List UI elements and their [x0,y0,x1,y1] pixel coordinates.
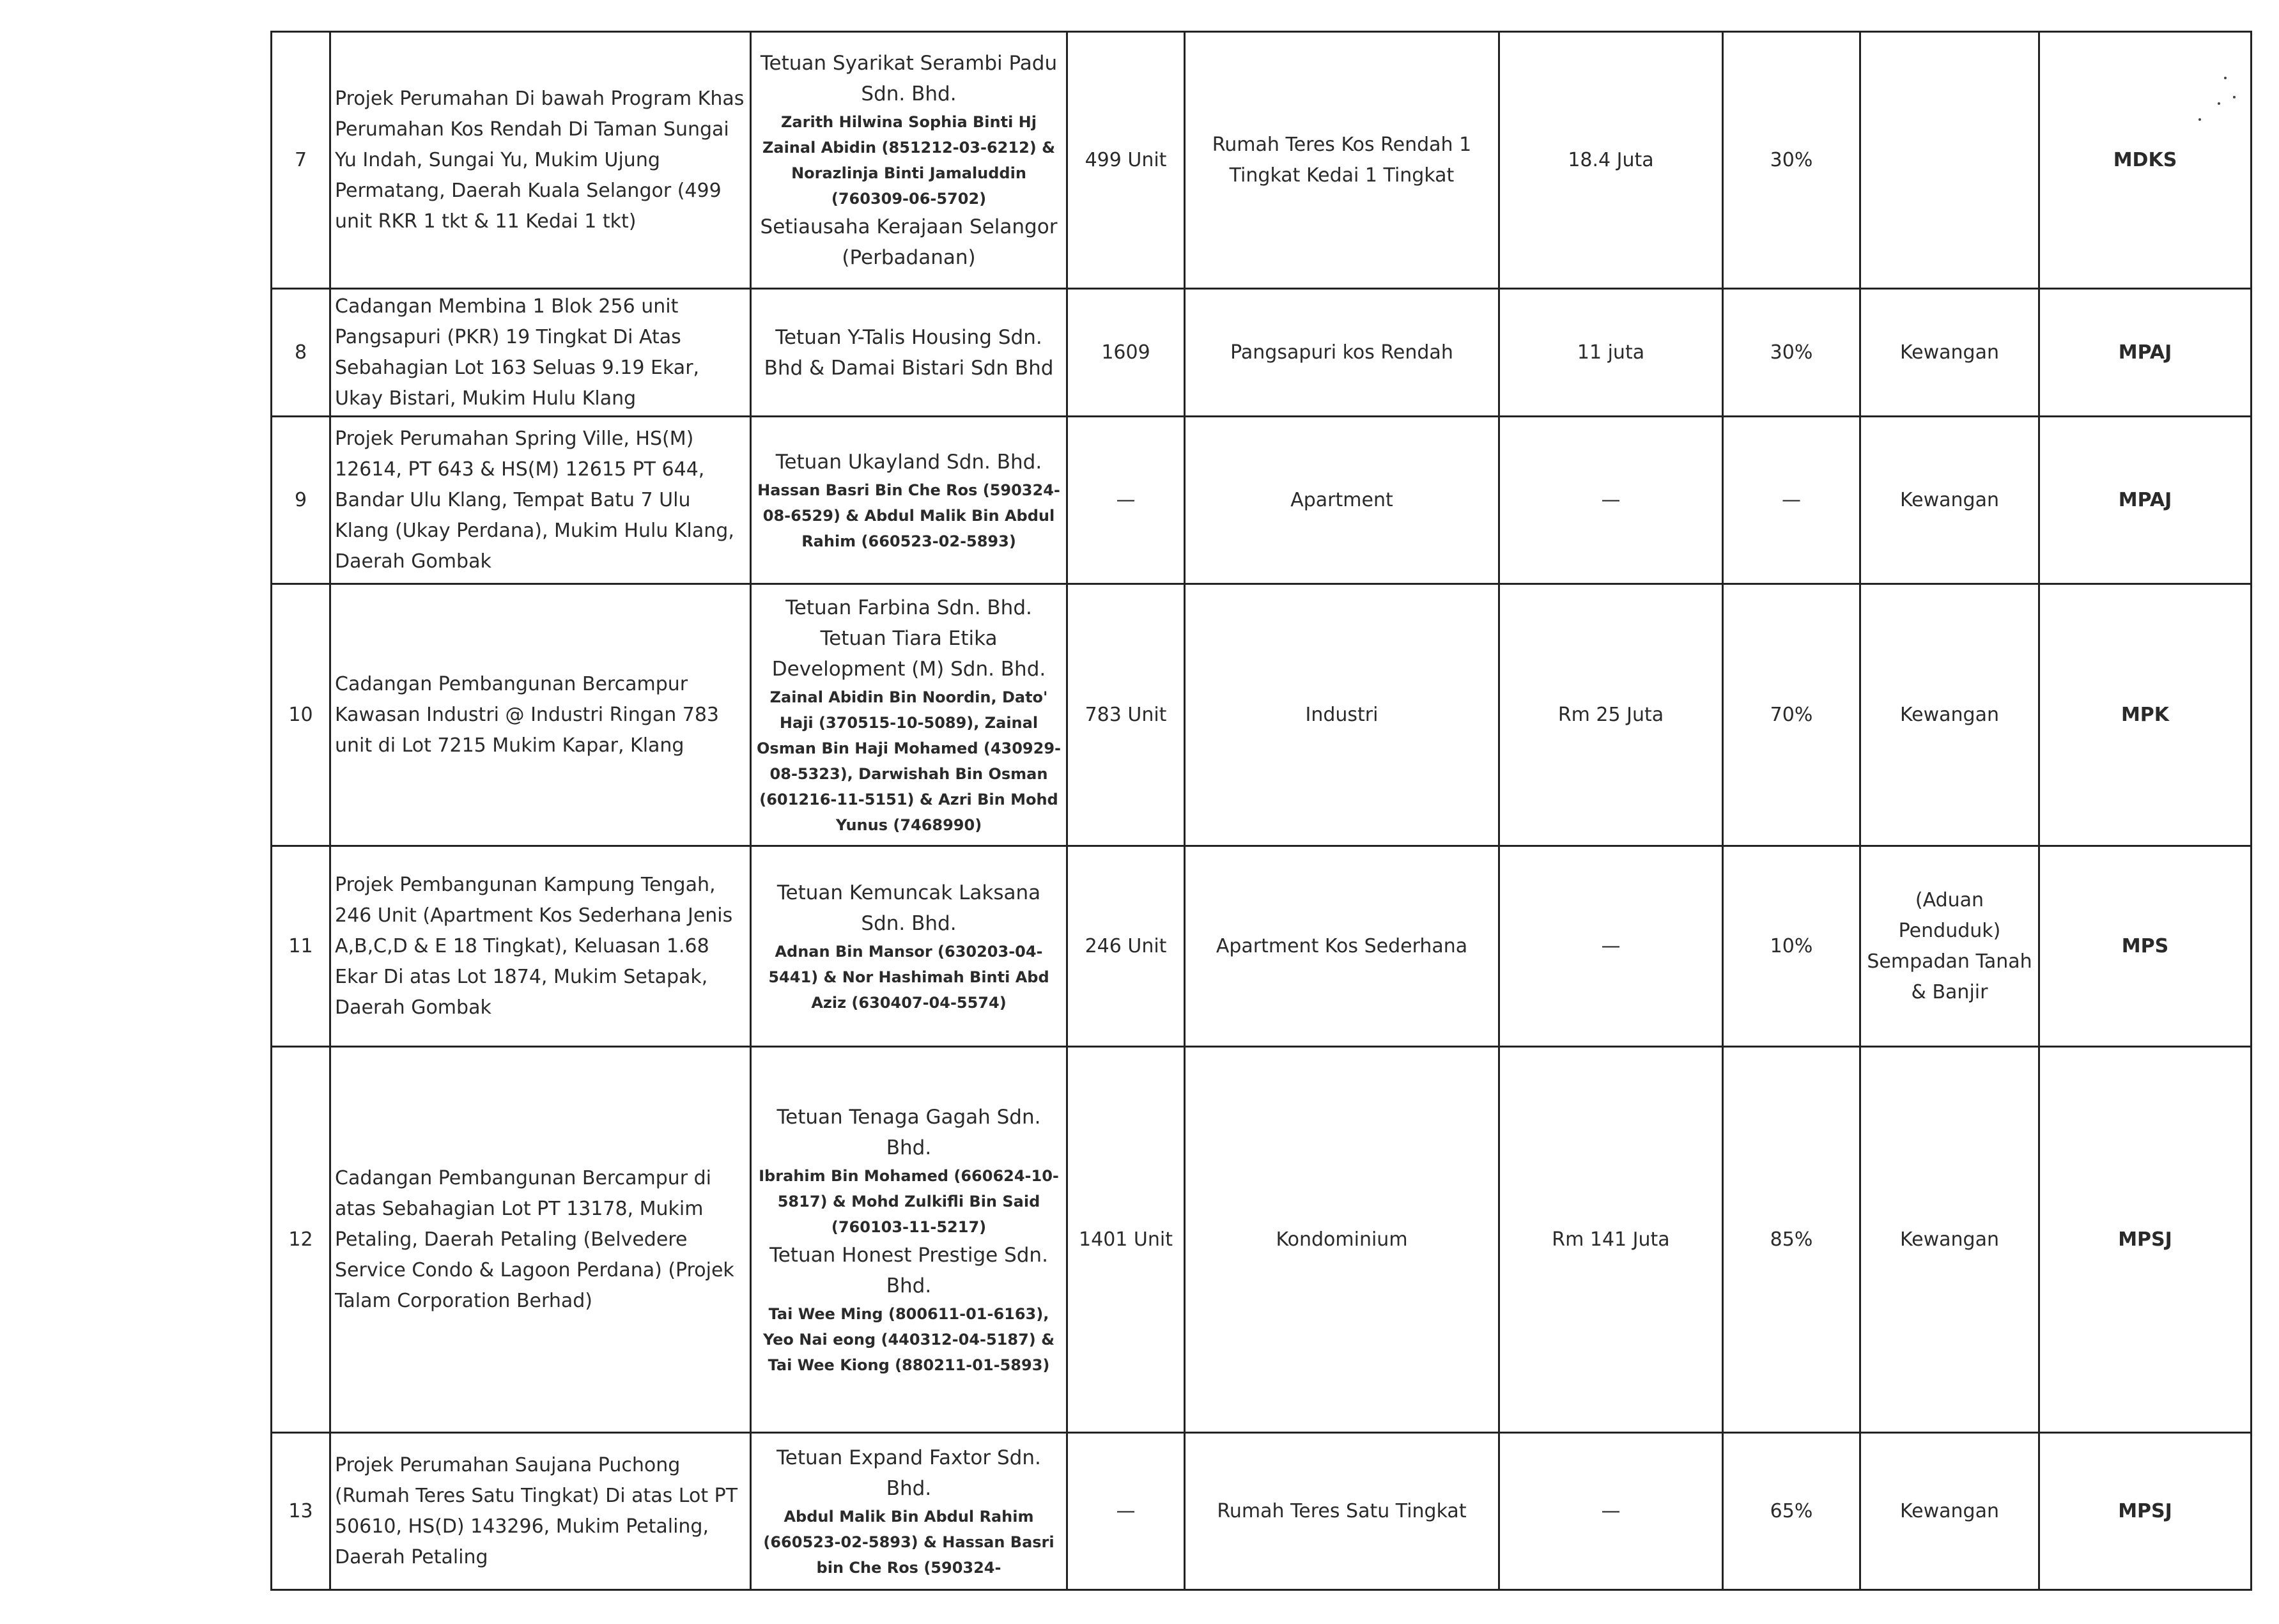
project-value: Rm 25 Juta [1499,584,1723,846]
developer-directors: Abdul Malik Bin Abdul Rahim (660523-02-5893) & Hassan Basri bin Che Ros (590324- [763,1507,1055,1577]
progress-percent: 30% [1723,289,1860,417]
developer-company: Tetuan Tenaga Gagah Sdn. Bhd. [776,1105,1041,1159]
developer-company: Tetuan Y-Talis Housing Sdn. Bhd & Damai Bistari Sdn Bhd [764,325,1054,380]
development-type: Kondominium [1185,1047,1499,1433]
development-type: Apartment [1185,417,1499,584]
unit-count: 1401 Unit [1067,1047,1185,1433]
developer-cell [751,1047,1067,1433]
issue-text: Kewangan [1860,289,2039,417]
project-value: — [1499,417,1723,584]
row-number: 8 [272,289,330,417]
unit-count: 783 Unit [1067,584,1185,846]
authority-code: MDKS [2039,32,2252,289]
progress-percent: 85% [1723,1047,1860,1433]
issue-text: Kewangan [1860,584,2039,846]
project-description: Cadangan Membina 1 Blok 256 unit Pangsapuri (PKR) 19 Tingkat Di Atas Sebahagian Lot 163 Seluas 9.19 Ekar, Ukay Bistari, Mukim Hulu Klang [330,289,751,417]
project-value: 11 juta [1499,289,1723,417]
progress-percent: 30% [1723,32,1860,289]
row-number: 9 [272,417,330,584]
scan-speck [2218,102,2220,105]
issue-text: Kewangan [1860,417,2039,584]
developer-company-2: Tetuan Honest Prestige Sdn. Bhd. [769,1243,1048,1297]
unit-count: 499 Unit [1067,32,1185,289]
authority-code: MPSJ [2039,1047,2252,1433]
project-description: Cadangan Pembangunan Bercampur Kawasan Industri @ Industri Ringan 783 unit di Lot 7215 Mukim Kapar, Klang [330,584,751,846]
table-row [272,1047,2252,1433]
development-type: Apartment Kos Sederhana [1185,846,1499,1047]
issue-text: Kewangan [1860,1433,2039,1590]
project-value: 18.4 Juta [1499,32,1723,289]
project-description: Projek Perumahan Spring Ville, HS(M) 12614, PT 643 & HS(M) 12615 PT 644, Bandar Ulu Klang, Tempat Batu 7 Ulu Klang (Ukay Perdana), Mukim Hulu Klang, Daerah Gombak [330,417,751,584]
project-table [270,31,2252,1591]
development-type: Pangsapuri kos Rendah [1185,289,1499,417]
authority-code: MPSJ [2039,1433,2252,1590]
developer-cell [751,846,1067,1047]
row-number: 10 [272,584,330,846]
developer-directors: Ibrahim Bin Mohamed (660624-10-5817) & Mohd Zulkifli Bin Said (760103-11-5217) [759,1166,1059,1236]
project-value: Rm 141 Juta [1499,1047,1723,1433]
developer-cell [751,584,1067,846]
unit-count: — [1067,1433,1185,1590]
developer-directors: Adnan Bin Mansor (630203-04-5441) & Nor Hashimah Binti Abd Aziz (630407-04-5574) [768,942,1049,1012]
developer-company: Tetuan Kemuncak Laksana Sdn. Bhd. [776,881,1041,935]
progress-percent: 65% [1723,1433,1860,1590]
progress-percent: 10% [1723,846,1860,1047]
developer-company: Tetuan Syarikat Serambi Padu Sdn. Bhd. [760,51,1058,105]
developer-directors: Zainal Abidin Bin Noordin, Dato' Haji (370515-10-5089), Zainal Osman Bin Haji Mohamed (430929-08-5323), Darwishah Bin Osman (601216-11-5151) & Azri Bin Mohd Yunus (7468990) [757,688,1061,834]
development-type: Rumah Teres Kos Rendah 1 Tingkat Kedai 1 Tingkat [1185,32,1499,289]
scan-speck [2198,118,2201,121]
table-row [272,32,2252,289]
authority-code: MPK [2039,584,2252,846]
row-number: 7 [272,32,330,289]
table-row [272,584,2252,846]
project-description: Projek Pembangunan Kampung Tengah, 246 Unit (Apartment Kos Sederhana Jenis A,B,C,D & E 18 Tingkat), Keluasan 1.68 Ekar Di atas Lot 1874, Mukim Setapak, Daerah Gombak [330,846,751,1047]
project-description: Projek Perumahan Saujana Puchong (Rumah Teres Satu Tingkat) Di atas Lot PT 50610, HS(D) 143296, Mukim Petaling, Daerah Petaling [330,1433,751,1590]
row-number: 12 [272,1047,330,1433]
developer-directors: Zarith Hilwina Sophia Binti Hj Zainal Abidin (851212-03-6212) & Norazlinja Binti Jamaluddin (760309-06-5702) [762,112,1056,208]
project-description: Cadangan Pembangunan Bercampur di atas Sebahagian Lot PT 13178, Mukim Petaling, Daerah Petaling (Belvedere Service Condo & Lagoon Perdana) (Projek Talam Corporation Berhad) [330,1047,751,1433]
unit-count: — [1067,417,1185,584]
unit-count: 246 Unit [1067,846,1185,1047]
scan-speck [2224,77,2227,79]
developer-company: Tetuan Expand Faxtor Sdn. Bhd. [776,1446,1041,1500]
developer-company: Tetuan Farbina Sdn. Bhd. Tetuan Tiara Etika Development (M) Sdn. Bhd. [771,596,1046,681]
scan-speck [2233,96,2236,98]
developer-cell [751,289,1067,417]
developer-directors-2: Tai Wee Ming (800611-01-6163), Yeo Nai eong (440312-04-5187) & Tai Wee Kiong (880211-01-5893) [762,1304,1055,1374]
development-type: Industri [1185,584,1499,846]
progress-percent: 70% [1723,584,1860,846]
row-number: 13 [272,1433,330,1590]
authority-code: MPAJ [2039,289,2252,417]
developer-extra: Setiausaha Kerajaan Selangor (Perbadanan) [760,215,1058,269]
unit-count: 1609 [1067,289,1185,417]
table-row [272,846,2252,1047]
authority-code: MPAJ [2039,417,2252,584]
developer-cell [751,1433,1067,1590]
developer-cell [751,417,1067,584]
progress-percent: — [1723,417,1860,584]
table-row [272,1433,2252,1590]
row-number: 11 [272,846,330,1047]
project-value: — [1499,846,1723,1047]
issue-text: (Aduan Penduduk) Sempadan Tanah & Banjir [1860,846,2039,1047]
developer-cell [751,32,1067,289]
developer-directors: Hassan Basri Bin Che Ros (590324-08-6529) & Abdul Malik Bin Abdul Rahim (660523-02-5893) [757,481,1060,550]
project-description: Projek Perumahan Di bawah Program Khas Perumahan Kos Rendah Di Taman Sungai Yu Indah, Sungai Yu, Mukim Ujung Permatang, Daerah Kuala Selangor (499 unit RKR 1 tkt & 11 Kedai 1 tkt) [330,32,751,289]
issue-text: Kewangan [1860,1047,2039,1433]
development-type: Rumah Teres Satu Tingkat [1185,1433,1499,1590]
table-row [272,417,2252,584]
developer-company: Tetuan Ukayland Sdn. Bhd. [775,450,1042,474]
authority-code: MPS [2039,846,2252,1047]
table-row [272,289,2252,417]
project-value: — [1499,1433,1723,1590]
issue-text [1860,32,2039,289]
